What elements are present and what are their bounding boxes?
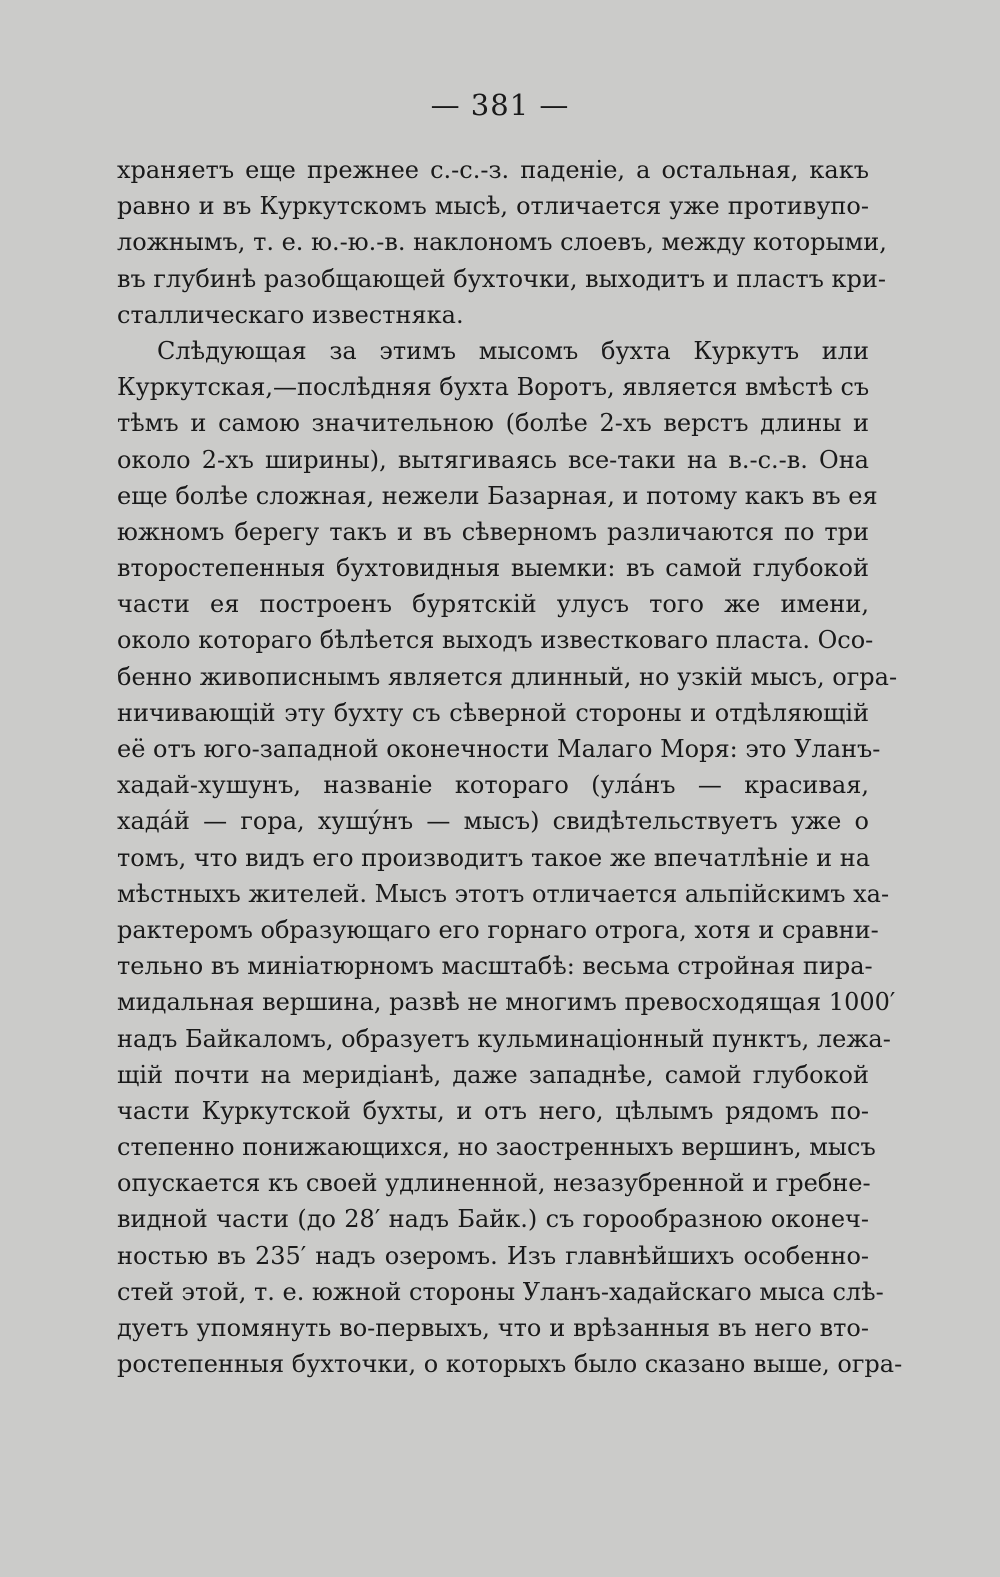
text-line: дуетъ упомянуть во-первыхъ, что и врѣзанныя въ него вто- [117,1314,869,1342]
text-block [117,152,903,1382]
text-line: второстепенныя бухтовидныя выемки: въ самой глубокой [117,554,869,583]
text-line: мидальная вершина, развѣ не многимъ превосходящая 1000′ [117,988,896,1017]
text-line: тельно въ миніатюрномъ масштабѣ: весьма стройная пира- [117,952,873,981]
text-line: тѣмъ и самою значительною (болѣе 2-хъ верстъ длины и [117,409,869,438]
text-line: еще болѣе сложная, нежели Базарная, и потому какъ въ ея [117,481,878,510]
text-line: ничивающій эту бухту съ сѣверной стороны и отдѣляющій [117,698,869,727]
text-line: щій почти на меридіанѣ, даже западнѣе, самой глубокой [117,1060,869,1089]
text-line: ностью въ 235′ надъ озеромъ. Изъ главнѣйшихъ особенно- [117,1241,869,1270]
text-line: надъ Байкаломъ, образуетъ кульминаціонный пунктъ, лежа- [117,1024,891,1053]
text-line: хадай-хушунъ, названіе котораго (ула́нъ — красивая, [117,771,869,800]
text-line: равно и въ Куркутскомъ мысѣ, отличается уже противупо- [117,192,869,221]
text-line: сталлическаго известняка. [117,300,464,329]
text-line: томъ, что видъ его производитъ такое же впечатлѣніе и на [117,843,871,872]
text-line: видной части (до 28′ надъ Байк.) съ горообразною оконеч- [117,1205,869,1234]
text-line: мѣстныхъ жителей. Мысъ этотъ отличается альпійскимъ ха- [117,879,890,908]
text-line: южномъ берегу такъ и въ сѣверномъ различаются по три [117,517,869,546]
text-line: ложнымъ, т. е. ю.-ю.-в. наклономъ слоевъ, между которыми, [117,228,887,257]
page-number: — 381 — [430,88,570,122]
paragraph-1 [117,152,887,333]
text-line: стей этой, т. е. южной стороны Уланъ-хадайскаго мыса слѣ- [117,1277,884,1306]
text-line: ростепенныя бухточки, о которыхъ было сказано выше, огра- [117,1350,903,1379]
text-line: хада́й — гора, хушу́нъ — мысъ) свидѣтельствуетъ уже о [117,807,869,836]
text-line: около 2-хъ ширины), вытягиваясь все-таки на в.-с.-в. Она [117,445,869,474]
text-line: Куркутская,—послѣдняя бухта Воротъ, является вмѣстѣ съ [117,373,870,402]
paragraph-2 [117,333,903,1382]
text-line: части ея построенъ бурятскій улусъ того же имени, [117,590,869,619]
text-line: около котораго бѣлѣется выходъ известковаго пласта. Осо- [117,626,874,655]
text-line: части Куркутской бухты, и отъ него, цѣлымъ рядомъ по- [117,1096,869,1125]
text-line: Слѣдующая за этимъ мысомъ бухта Куркутъ или [157,336,869,365]
text-line: опускается къ своей удлиненной, незазубренной и гребне- [117,1169,871,1198]
text-line: её отъ юго-западной оконечности Малаго Моря: это Уланъ- [117,735,881,763]
text-line: храняетъ еще прежнее с.-с.-з. паденіе, а остальная, какъ [117,156,869,184]
text-line: рактеромъ образующаго его горнаго отрога, хотя и сравни- [117,915,879,944]
text-line: бенно живописнымъ является длинный, но узкій мысъ, огра- [117,662,898,691]
text-line: въ глубинѣ разобщающей бухточки, выходитъ и пластъ кри- [117,264,886,293]
text-line: степенно понижающихся, но заостренныхъ вершинъ, мысъ [117,1133,876,1162]
